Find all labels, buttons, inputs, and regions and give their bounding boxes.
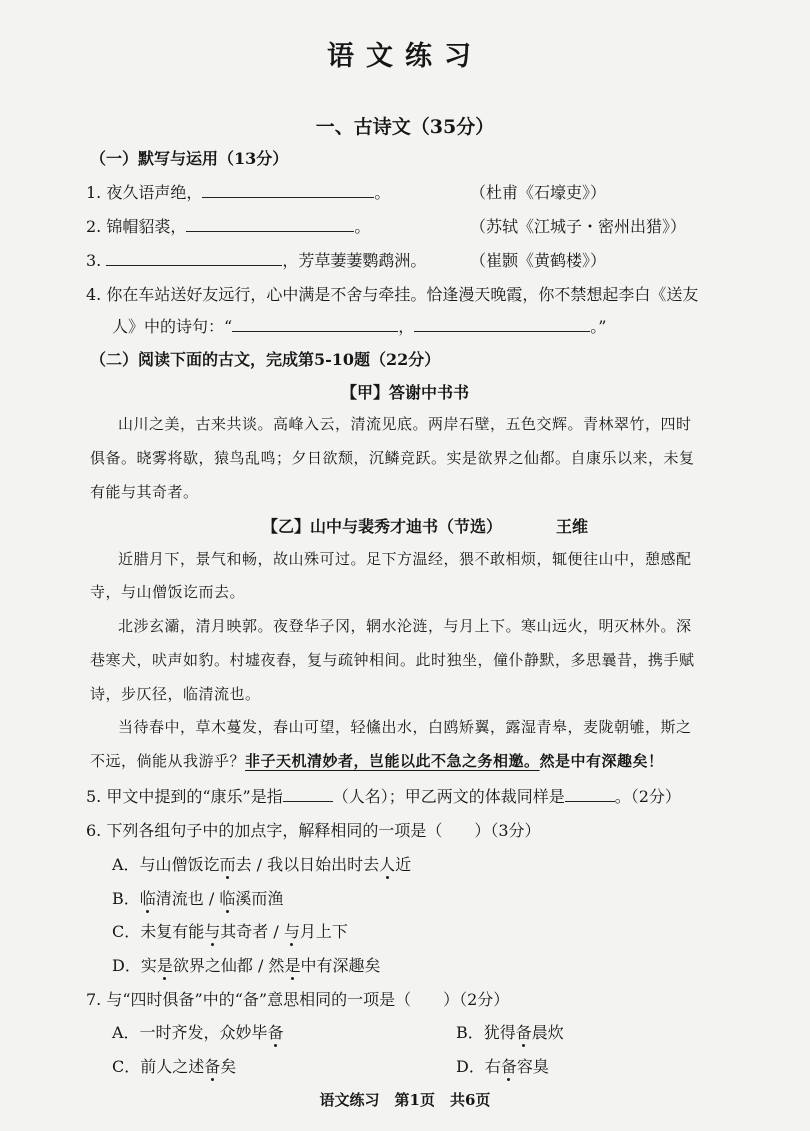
question-7-stem: 7. 与“四时俱备”中的“备”意思相同的一项是（ ）（2分） xyxy=(86,990,510,1009)
jia-line-3: 有能与其奇者。 xyxy=(90,483,199,501)
q7-option-b[interactable]: B．犹得备晨炊 xyxy=(456,1023,564,1042)
passage-jia-title: 【甲】答谢中书书 xyxy=(340,383,469,402)
q3-blank[interactable] xyxy=(106,251,282,266)
q1-prefix: 夜久语声绝， xyxy=(106,183,203,202)
yi-p2-line-3: 诗，步仄径，临清流也。 xyxy=(90,685,261,703)
q1-number: 1. xyxy=(86,183,102,202)
jia-line-2: 俱备。晓雾将歇，猿鸟乱鸣；夕日欲颓，沉鳞竞跃。实是欲界之仙都。自康乐以来，未复 xyxy=(90,449,695,467)
q5-part-b: （人名）；甲乙两文的体裁同样是 xyxy=(332,787,565,806)
q4-line2-mid: ， xyxy=(398,317,415,336)
q1-source: （杜甫《石壕吏》） xyxy=(470,183,607,202)
q5-number: 5. xyxy=(86,787,102,806)
q4-line2 xyxy=(112,314,606,337)
question-6-stem: 6. 下列各组句子中的加点字，解释相同的一项是（ ）（3分） xyxy=(86,821,541,840)
page-footer: 语文练习 第1页 共6页 xyxy=(319,1091,491,1109)
q6-option-c[interactable]: C．未复有能与其奇者 / 与月上下 xyxy=(112,922,348,941)
q3-source: （崔颢《黄鹤楼》） xyxy=(470,251,607,270)
question-2 xyxy=(86,214,370,237)
q5-part-c: 。（2分） xyxy=(614,787,681,806)
question-3 xyxy=(86,248,426,271)
q3-number: 3. xyxy=(86,251,102,270)
q6-option-d[interactable]: D．实是欲界之仙都 / 然是中有深趣矣 xyxy=(112,956,381,975)
q6-option-b[interactable]: B．临清流也 / 临溪而渔 xyxy=(112,889,284,908)
yi-p3-line-1: 当待春中，草木蔓发，春山可望，轻鯈出水，白鸥矫翼，露湿青皋，麦陇朝雊，斯之 xyxy=(118,718,692,736)
yi-p1-line-2: 寺，与山僧饭讫而去。 xyxy=(90,583,246,601)
q2-prefix: 锦帽貂裘， xyxy=(106,217,187,236)
part2-heading: （二）阅读下面的古文，完成第5-10题（22分） xyxy=(90,350,441,369)
q4-line2-suffix: 。” xyxy=(590,317,607,336)
q5-blank-1[interactable] xyxy=(283,787,333,802)
q2-blank[interactable] xyxy=(186,217,354,232)
q2-suffix: 。 xyxy=(354,217,371,236)
q4-blank-2[interactable] xyxy=(414,317,590,332)
yi-p3-line-2 xyxy=(90,750,664,771)
section-heading: 一、古诗文（35分） xyxy=(315,116,495,138)
q4-line1: 你在车站送好友远行，心中满是不舍与牵挂。恰逢漫天晚霞，你不禁想起李白《送友 xyxy=(106,285,699,304)
yi-p3-prefix: 不远，倘能从我游乎？ xyxy=(90,752,246,770)
passage-yi-author: 王维 xyxy=(556,517,589,536)
q7-option-d[interactable]: D．右备容臭 xyxy=(456,1057,549,1076)
yi-p2-line-2: 巷寒犬，吠声如豹。村墟夜舂，复与疏钟相间。此时独坐，僮仆静默，多思曩昔，携手赋 xyxy=(90,651,695,669)
passage-yi-title: 【乙】山中与裴秀才迪书（节选） xyxy=(262,517,503,536)
q3-suffix: ，芳草萋萋鹦鹉洲。 xyxy=(282,251,427,270)
yi-p3-suffix: 然是中有深趣矣！ xyxy=(539,752,664,770)
q4-blank-1[interactable] xyxy=(232,317,398,332)
page-title: 语文练习 xyxy=(327,41,483,72)
q5-part-a: 甲文中提到的“康乐”是指 xyxy=(106,787,283,806)
yi-p2-line-1: 北涉玄灞，清月映郭。夜登华子冈，辋水沦涟，与月上下。寒山远火，明灭林外。深 xyxy=(118,617,692,635)
jia-line-1: 山川之美，古来共谈。高峰入云，清流见底。两岸石壁，五色交辉。青林翠竹，四时 xyxy=(118,415,692,433)
question-4 xyxy=(86,282,698,305)
q2-source: （苏轼《江城子・密州出猎》） xyxy=(470,217,687,236)
q1-suffix: 。 xyxy=(374,183,391,202)
q4-number: 4. xyxy=(86,285,102,304)
question-5 xyxy=(86,784,681,807)
q5-blank-2[interactable] xyxy=(565,787,615,802)
underlined-sentence: 非子天机清妙者，岂能以此不急之务相邀。 xyxy=(245,752,540,770)
yi-p1-line-1: 近腊月下，景气和畅，故山殊可过。足下方温经，猥不敢相烦，辄便往山中，憩感配 xyxy=(118,550,692,568)
q4-line2-prefix: 人》中的诗句：“ xyxy=(112,317,233,336)
q7-option-c[interactable]: C．前人之述备矣 xyxy=(112,1057,237,1076)
q2-number: 2. xyxy=(86,217,102,236)
q7-option-a[interactable]: A．一时齐发，众妙毕备 xyxy=(112,1023,284,1042)
question-1 xyxy=(86,180,390,203)
part1-heading: （一）默写与运用（13分） xyxy=(90,149,289,168)
q1-blank[interactable] xyxy=(202,183,374,198)
q6-option-a[interactable]: A．与山僧饭讫而去 / 我以日始出时去人近 xyxy=(112,855,412,874)
